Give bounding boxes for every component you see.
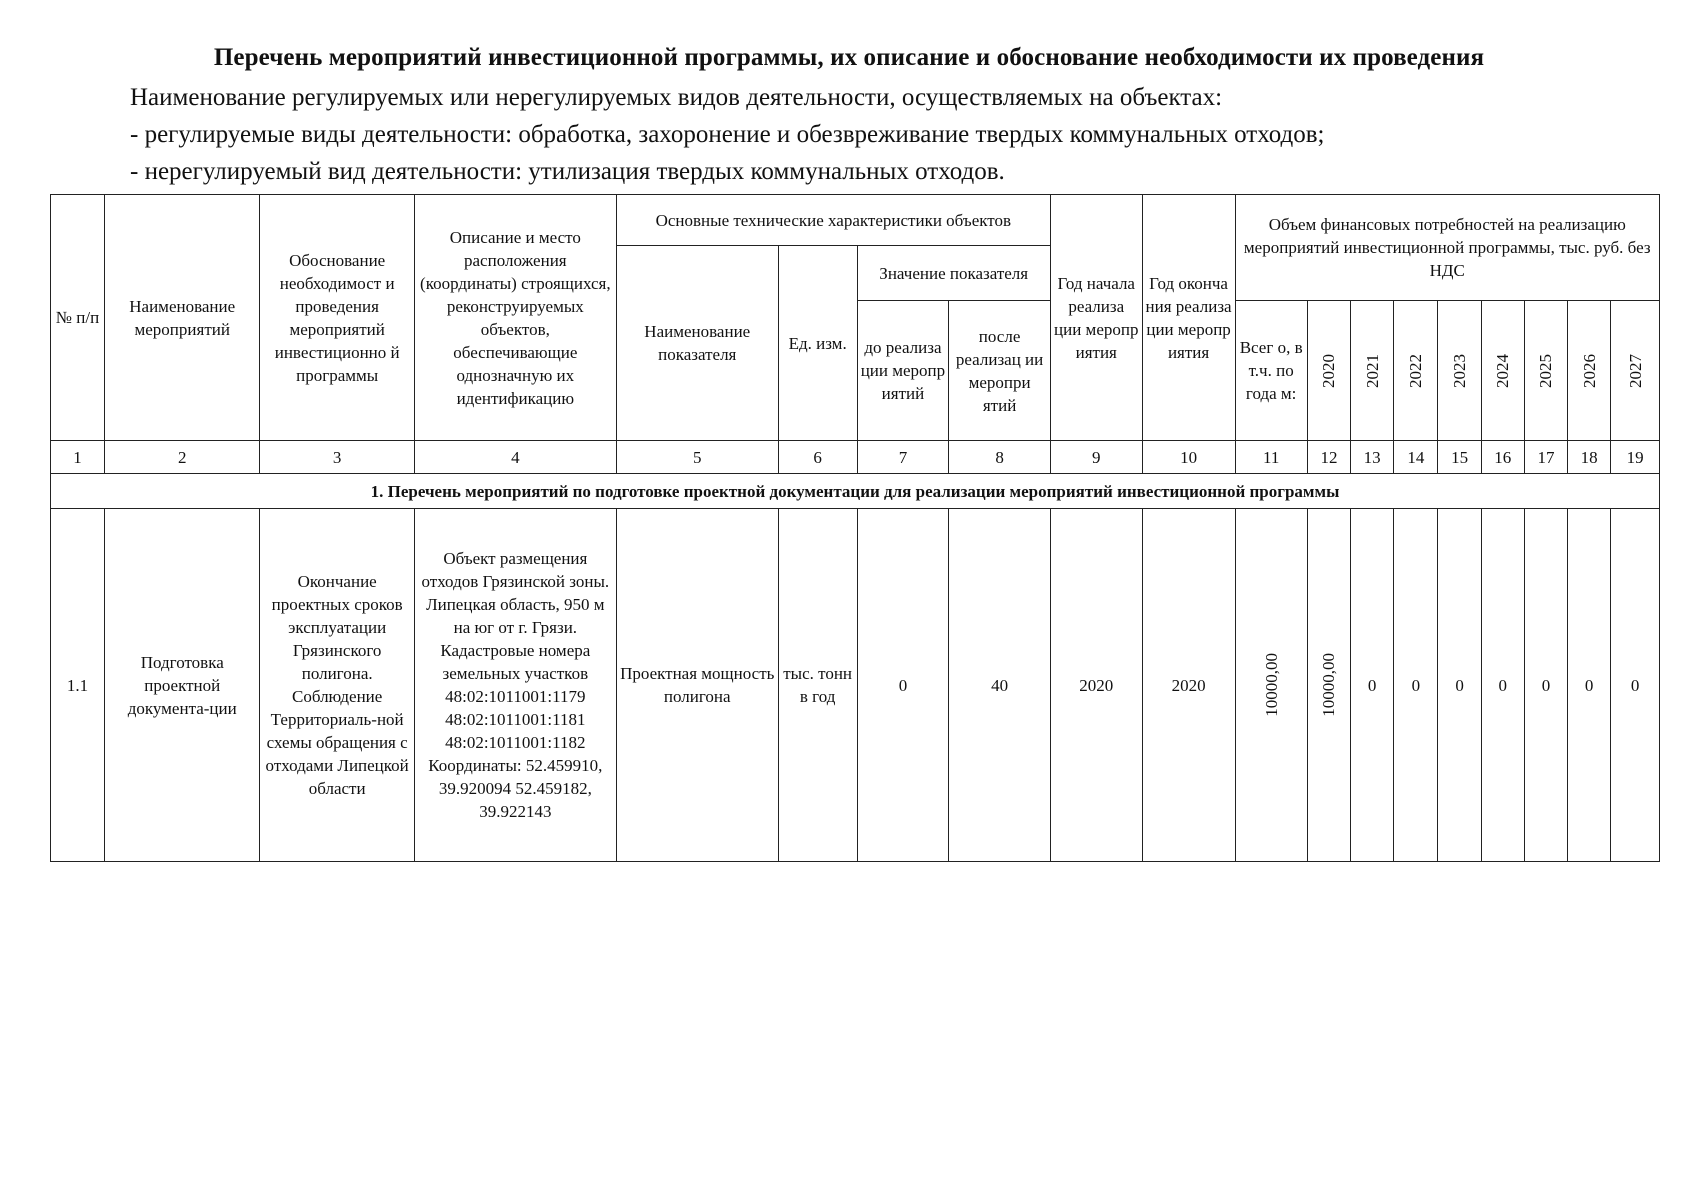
section-title: 1. Перечень мероприятий по подготовке проектной документации для реализации мероприятий инвестиционной программы	[51, 474, 1660, 509]
row-year-value: 0	[1568, 509, 1611, 862]
column-number: 7	[857, 441, 949, 474]
header-value-after: после реализац ии меропри ятий	[949, 301, 1051, 441]
header-year	[1307, 301, 1350, 441]
header-year-label: 2021	[1362, 353, 1382, 388]
row-year-value: 0	[1481, 509, 1524, 862]
row-year-value	[1307, 509, 1350, 862]
column-number: 1	[51, 441, 105, 474]
header-financial-needs: Объем финансовых потребностей на реализацию мероприятий инвестиционной программы, тыс. руб. без НДС	[1235, 195, 1660, 301]
row-year-value: 0	[1438, 509, 1481, 862]
row-year-value: 0	[1351, 509, 1394, 862]
header-year	[1481, 301, 1524, 441]
investment-program-table	[50, 194, 1660, 862]
header-description-location: Описание и место расположения (координаты) строящихся, реконструируемых объектов, обеспечивающие однозначную их идентификацию	[414, 195, 616, 441]
row-event-name: Подготовка проектной документа-ции	[104, 509, 259, 862]
header-year-label: 2024	[1493, 353, 1513, 388]
row-unit: тыс. тонн в год	[778, 509, 857, 862]
row-end-year: 2020	[1142, 509, 1235, 862]
row-num: 1.1	[51, 509, 105, 862]
column-number: 10	[1142, 441, 1235, 474]
header-value-before: до реализа ции меропр иятий	[857, 301, 949, 441]
header-year-label: 2027	[1625, 353, 1645, 388]
row-justification: Окончание проектных сроков эксплуатации Грязинского полигона. Соблюдение Территориаль-ной схемы обращения с отходами Липецкой области	[260, 509, 414, 862]
intro-activities-heading: Наименование регулируемых или нерегулируемых видов деятельности, осуществляемых на объектах:	[130, 84, 1223, 111]
row-total	[1235, 509, 1307, 862]
header-event-name: Наименование мероприятий	[104, 195, 259, 441]
row-start-year: 2020	[1050, 509, 1142, 862]
header-year-label: 2020	[1319, 353, 1339, 388]
column-number: 6	[778, 441, 857, 474]
header-year	[1524, 301, 1567, 441]
header-justification: Обоснование необходимост и проведения мероприятий инвестиционно й программы	[260, 195, 414, 441]
header-technical-characteristics: Основные технические характеристики объектов	[616, 195, 1050, 246]
header-unit: Ед. изм.	[778, 246, 857, 441]
column-number: 3	[260, 441, 414, 474]
header-indicator-value: Значение показателя	[857, 246, 1050, 301]
table-row	[51, 509, 1660, 862]
row-year-value: 0	[1394, 509, 1438, 862]
header-start-year: Год начала реализа ции меропр иятия	[1050, 195, 1142, 441]
row-value-before: 0	[857, 509, 949, 862]
intro-unregulated-activity: - нерегулируемый вид деятельности: утилизация твердых коммунальных отходов.	[130, 158, 1005, 185]
column-number: 13	[1351, 441, 1394, 474]
row-year-value-text: 10000,00	[1319, 653, 1339, 717]
header-year	[1568, 301, 1611, 441]
header-year	[1438, 301, 1481, 441]
header-year-label: 2023	[1450, 353, 1470, 388]
header-year	[1611, 301, 1660, 441]
column-number: 15	[1438, 441, 1481, 474]
document-title: Перечень мероприятий инвестиционной программы, их описание и обоснование необходимости их проведения	[213, 44, 1485, 71]
column-number: 19	[1611, 441, 1660, 474]
row-indicator-name: Проектная мощность полигона	[616, 509, 778, 862]
header-year-label: 2026	[1579, 353, 1599, 388]
header-year	[1351, 301, 1394, 441]
column-number: 11	[1235, 441, 1307, 474]
column-number: 16	[1481, 441, 1524, 474]
header-total-by-years: Всег о, в т.ч. по года м:	[1235, 301, 1307, 441]
header-year-label: 2022	[1406, 353, 1426, 388]
column-number: 8	[949, 441, 1051, 474]
column-number: 9	[1050, 441, 1142, 474]
header-indicator-name: Наименование показателя	[616, 246, 778, 441]
column-number: 12	[1307, 441, 1350, 474]
intro-regulated-activities: - регулируемые виды деятельности: обработка, захоронение и обезвреживание твердых коммунальных отходов;	[130, 121, 1325, 148]
column-number: 18	[1568, 441, 1611, 474]
column-number-row	[51, 441, 1660, 474]
row-total-value: 10000,00	[1261, 653, 1281, 717]
column-number: 5	[616, 441, 778, 474]
row-year-value: 0	[1611, 509, 1660, 862]
column-number: 4	[414, 441, 616, 474]
header-end-year: Год оконча ния реализа ции меропр иятия	[1142, 195, 1235, 441]
column-number: 14	[1394, 441, 1438, 474]
header-year	[1394, 301, 1438, 441]
row-description-location: Объект размещения отходов Грязинской зоны. Липецкая область, 950 м на юг от г. Грязи. Кадастровые номера земельных участков 48:02:1011001:1179 48:02:1011001:1181 48:02:1011001:1182 Координаты: 52.459910, 39.920094 52.459182, 39.922143	[414, 509, 616, 862]
column-number: 17	[1524, 441, 1567, 474]
header-year-label: 2025	[1536, 353, 1556, 388]
header-num: № п/п	[51, 195, 105, 441]
column-number: 2	[104, 441, 259, 474]
row-value-after: 40	[949, 509, 1051, 862]
row-year-value: 0	[1524, 509, 1567, 862]
